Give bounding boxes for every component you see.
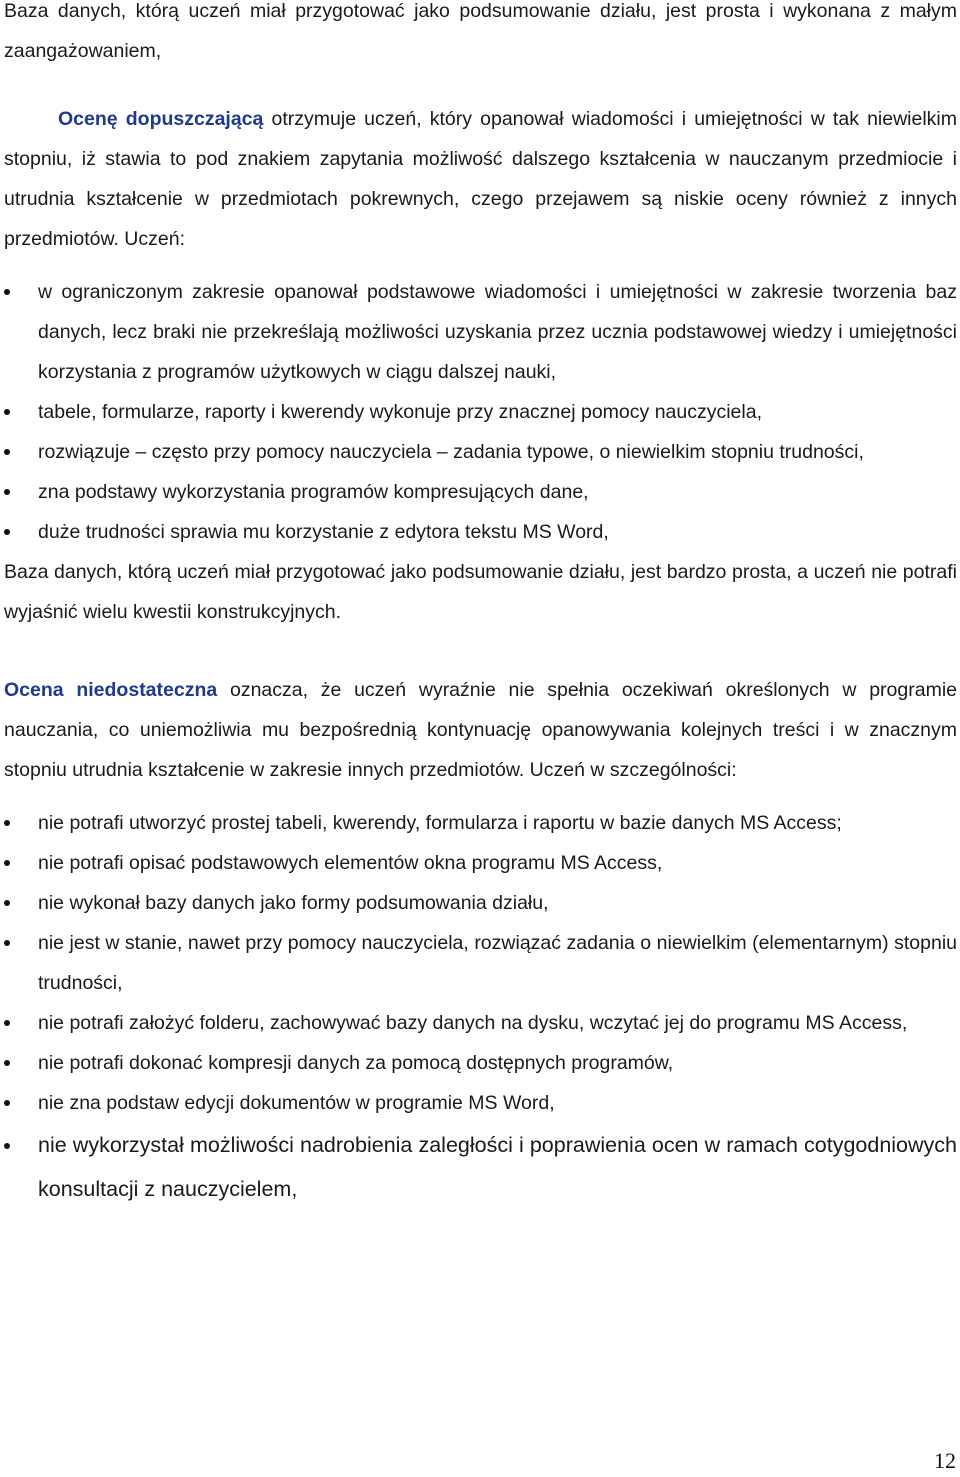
list-item: nie wykorzystał możliwości nadrobienia zaległości i poprawienia ocen w ramach cotygodniowych konsultacji z nauczycielem, [4, 1123, 957, 1211]
paragraph-niedostateczna-text: oznacza, że uczeń wyraźnie nie spełnia oczekiwań określonych w programie nauczania, co uniemożliwia mu bezpośrednią kontynuację opanowywania kolejnych treści i w znacznym stopniu utrudnia kształcenie w zakresie innych przedmiotów. Uczeń w szczególności: [4, 679, 957, 781]
paragraph-intro: Baza danych, którą uczeń miał przygotować jako podsumowanie działu, jest prosta i wykonana z małym zaangażowaniem, [4, 0, 957, 62]
grade-dopuszczajaca-heading: Ocenę dopuszczającą [58, 108, 264, 130]
list-item: nie zna podstaw edycji dokumentów w programie MS Word, [4, 1083, 957, 1123]
list-item: nie wykonał bazy danych jako formy podsumowania działu, [4, 883, 957, 923]
paragraph-niedostateczna [4, 670, 957, 790]
document-page [4, 0, 957, 1211]
list-item: w ograniczonym zakresie opanował podstawowe wiadomości i umiejętności w zakresie tworzenia baz danych, lecz braki nie przekreślają możliwości uzyskania przez ucznia podstawowej wiedzy i umiejętności korzystania z programów użytkowych w ciągu dalszej nauki, [4, 272, 957, 392]
list-item: nie potrafi dokonać kompresji danych za pomocą dostępnych programów, [4, 1043, 957, 1083]
list-item: nie potrafi utworzyć prostej tabeli, kwerendy, formularza i raportu w bazie danych MS Access; [4, 803, 957, 843]
list-item: nie potrafi opisać podstawowych elementów okna programu MS Access, [4, 843, 957, 883]
list-dopuszczajaca [4, 272, 957, 552]
list-item: zna podstawy wykorzystania programów kompresujących dane, [4, 472, 957, 512]
list-item: nie potrafi założyć folderu, zachowywać bazy danych na dysku, wczytać jej do programu MS Access, [4, 1003, 957, 1043]
list-niedostateczna [4, 803, 957, 1211]
list-item: tabele, formularze, raporty i kwerendy wykonuje przy znacznej pomocy nauczyciela, [4, 392, 957, 432]
list-item: duże trudności sprawia mu korzystanie z edytora tekstu MS Word, [4, 512, 957, 552]
paragraph-dopuszczajaca [4, 99, 957, 259]
page-number: 12 [934, 1448, 956, 1473]
list-item: rozwiązuje – często przy pomocy nauczyciela – zadania typowe, o niewielkim stopniu trudności, [4, 432, 957, 472]
paragraph-baza-summary: Baza danych, którą uczeń miał przygotować jako podsumowanie działu, jest bardzo prosta, a uczeń nie potrafi wyjaśnić wielu kwestii konstrukcyjnych. [4, 561, 957, 623]
grade-niedostateczna-heading: Ocena niedostateczna [4, 679, 218, 701]
list-item: nie jest w stanie, nawet przy pomocy nauczyciela, rozwiązać zadania o niewielkim (elementarnym) stopniu trudności, [4, 923, 957, 1003]
paragraph-dopuszczajaca-text: otrzymuje uczeń, który opanował wiadomości i umiejętności w tak niewielkim stopniu, iż stawia to pod znakiem zapytania możliwość dalszego kształcenia w nauczanym przedmiocie i utrudnia kształcenie w przedmiotach pokrewnych, czego przejawem są niskie oceny również z innych przedmiotów. Uczeń: [4, 108, 958, 250]
